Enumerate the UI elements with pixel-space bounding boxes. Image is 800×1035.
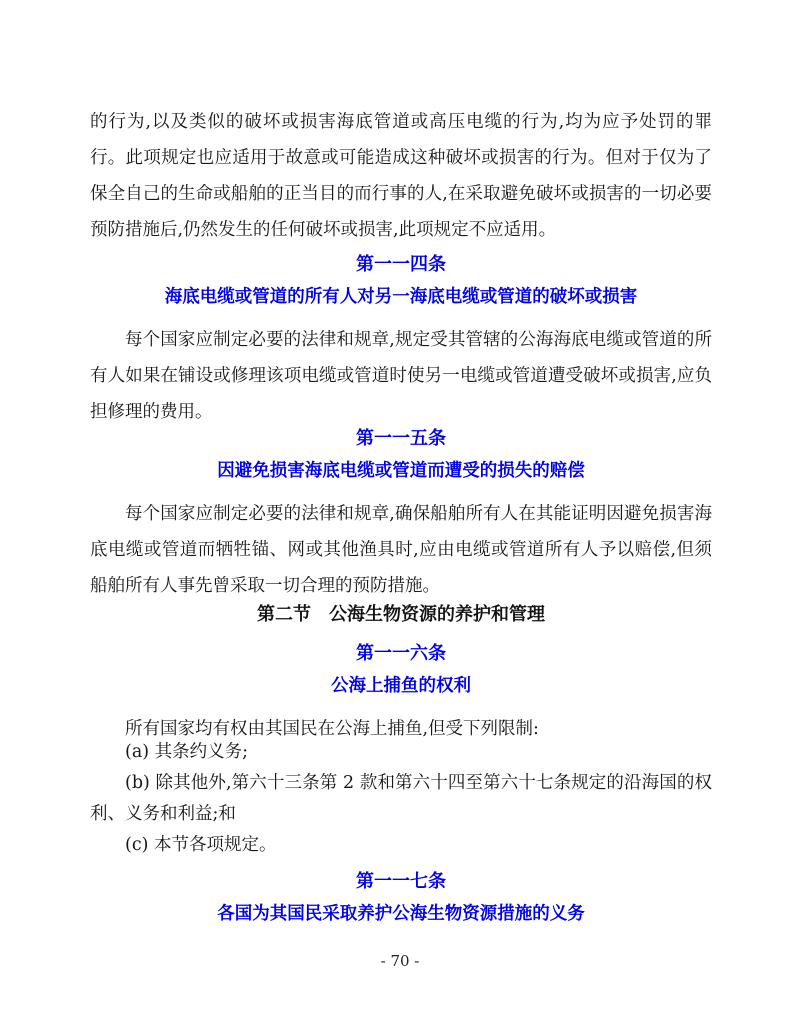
article-114-body: 每个国家应制定必要的法律和规章,规定受其管辖的公海海底电缆或管道的所有人如果在铺设或修理该项电缆或管道时使另一电缆或管道遭受破坏或损害,应负担修理的费用。	[90, 330, 712, 422]
article-116-body: 所有国家均有权由其国民在公海上捕鱼,但受下列限制:	[125, 719, 539, 739]
article-115-title-heading: 因避免损害海底电缆或管道而遭受的损失的赔偿	[217, 461, 585, 481]
article-117-number-heading: 第一一七条	[356, 871, 446, 892]
list-item-b: (b) 除其他外,第六十三条第 2 款和第六十四至第六十七条规定的沿海国的权利、义务和利益;和	[90, 773, 712, 824]
intro-paragraph: 的行为,以及类似的破坏或损害海底管道或高压电缆的行为,均为应予处罚的罪行。此项规定也应适用于故意或可能造成这种破坏或损害的行为。但对于仅为了保全自己的生命或船舶的正当目的而行事的人,在采取避免破坏或损害的一切必要预防措施后,仍然发生的任何破坏或损害,此项规定不应适用。	[90, 112, 712, 240]
list-item-a: (a) 其条约义务;	[125, 742, 249, 762]
article-114-number-heading: 第一一四条	[356, 254, 446, 275]
article-116-list	[90, 737, 712, 861]
article-116-number-heading: 第一一六条	[356, 643, 446, 664]
list-item-c: (c) 本节各项规定。	[125, 835, 277, 855]
section-2-heading: 第二节 公海生物资源的养护和管理	[257, 604, 545, 625]
article-116-title-heading: 公海上捕鱼的权利	[331, 676, 471, 696]
page-number: - 70 -	[380, 952, 420, 970]
article-115-number-heading: 第一一五条	[356, 428, 446, 449]
article-114-title-heading: 海底电缆或管道的所有人对另一海底电缆或管道的破坏或损害	[164, 287, 638, 307]
article-115-body: 每个国家应制定必要的法律和规章,确保船舶所有人在其能证明因避免损害海底电缆或管道而牺牲锚、网或其他渔具时,应由电缆或管道所有人予以赔偿,但须船舶所有人事先曾采取一切合理的预防措施。	[90, 504, 712, 596]
article-117-title-heading: 各国为其国民采取养护公海生物资源措施的义务	[217, 904, 585, 924]
